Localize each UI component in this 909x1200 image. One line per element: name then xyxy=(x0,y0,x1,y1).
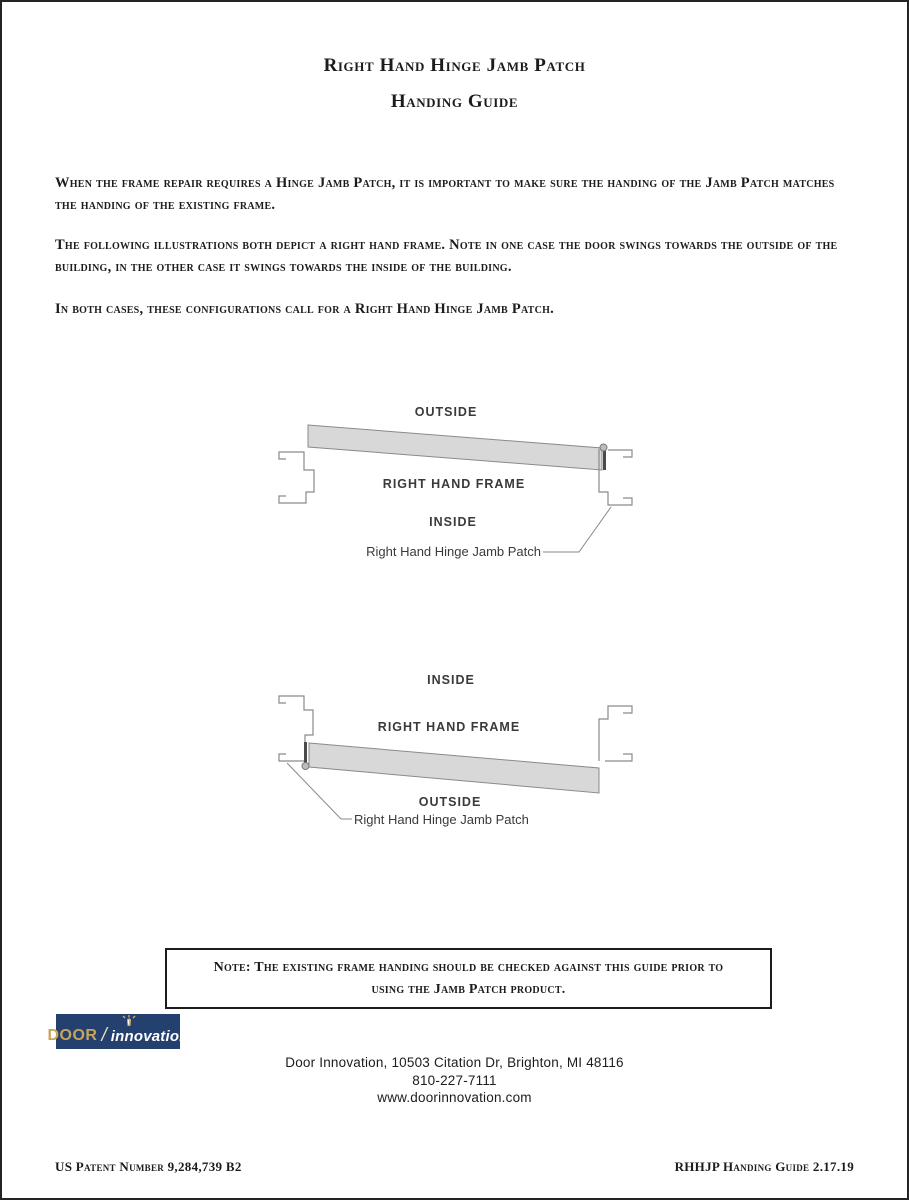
paragraph-both-cases: In both cases, these configurations call for a Right Hand Hinge Jamb Patch. xyxy=(55,301,554,317)
outswing-frame-drawing xyxy=(275,400,637,568)
door-panel xyxy=(308,425,602,470)
left-jamb-profile xyxy=(279,452,314,503)
right-jamb-profile-bottom xyxy=(605,754,632,761)
left-jamb-profile xyxy=(279,696,313,743)
note-text: Note: The existing frame handing should be checked against this guide prior to using the Jamb Patch product. xyxy=(213,959,724,997)
page-subtitle: Handing Guide xyxy=(390,91,519,112)
inswing-frame-drawing xyxy=(275,665,637,835)
contact-address: Door Innovation, 10503 Citation Dr, Brighton, MI 48116 xyxy=(285,1055,624,1070)
door-panel xyxy=(309,743,599,793)
frame-label: RIGHT HAND FRAME xyxy=(377,720,521,734)
outside-label: OUTSIDE xyxy=(414,405,478,419)
frame-label: RIGHT HAND FRAME xyxy=(382,477,526,491)
note-box xyxy=(165,948,772,1009)
paragraph-handing-match: When the frame repair requires a Hinge Jamb Patch, it is important to make sure the handing of the Jamb Patch matches the handing of the existing frame. xyxy=(55,175,835,213)
diagram-outswing-right-hand-frame xyxy=(275,400,637,573)
left-jamb-profile-bottom xyxy=(279,754,304,761)
logo-word-door: DOOR xyxy=(47,1027,98,1044)
callout-leader-line xyxy=(543,507,611,552)
page-title: Right Hand Hinge Jamb Patch xyxy=(323,55,586,76)
outside-label: OUTSIDE xyxy=(418,795,482,809)
patch-callout-label: Right Hand Hinge Jamb Patch xyxy=(354,812,529,827)
inside-label: INSIDE xyxy=(429,515,477,529)
door-innovation-logo xyxy=(47,1014,189,1049)
logo-word-innovation: innovation xyxy=(110,1028,189,1045)
hinge-knuckle xyxy=(600,444,607,451)
patent-number: US Patent Number 9,284,739 B2 xyxy=(55,1159,242,1174)
contact-website: www.doorinnovation.com xyxy=(377,1090,532,1105)
lightbulb-icon xyxy=(122,1015,136,1028)
callout-leader-line xyxy=(287,763,352,819)
contact-block xyxy=(2,1054,907,1107)
right-jamb-profile-top xyxy=(608,450,632,457)
guide-version: RHHJP Handing Guide 2.17.19 xyxy=(674,1159,854,1174)
logo-divider: / xyxy=(101,1024,107,1046)
inside-label: INSIDE xyxy=(427,673,475,687)
patch-callout-label: Right Hand Hinge Jamb Patch xyxy=(366,544,541,559)
hinge-knuckle xyxy=(302,763,309,770)
right-jamb-profile xyxy=(599,706,632,761)
paragraph-illustrations: The following illustrations both depict a right hand frame. Note in one case the door swings towards the outside of the building, in the other case it swings towards the inside of the building. xyxy=(55,237,838,275)
diagram-inswing-right-hand-frame xyxy=(275,665,637,840)
contact-phone: 810-227-7111 xyxy=(412,1072,497,1088)
